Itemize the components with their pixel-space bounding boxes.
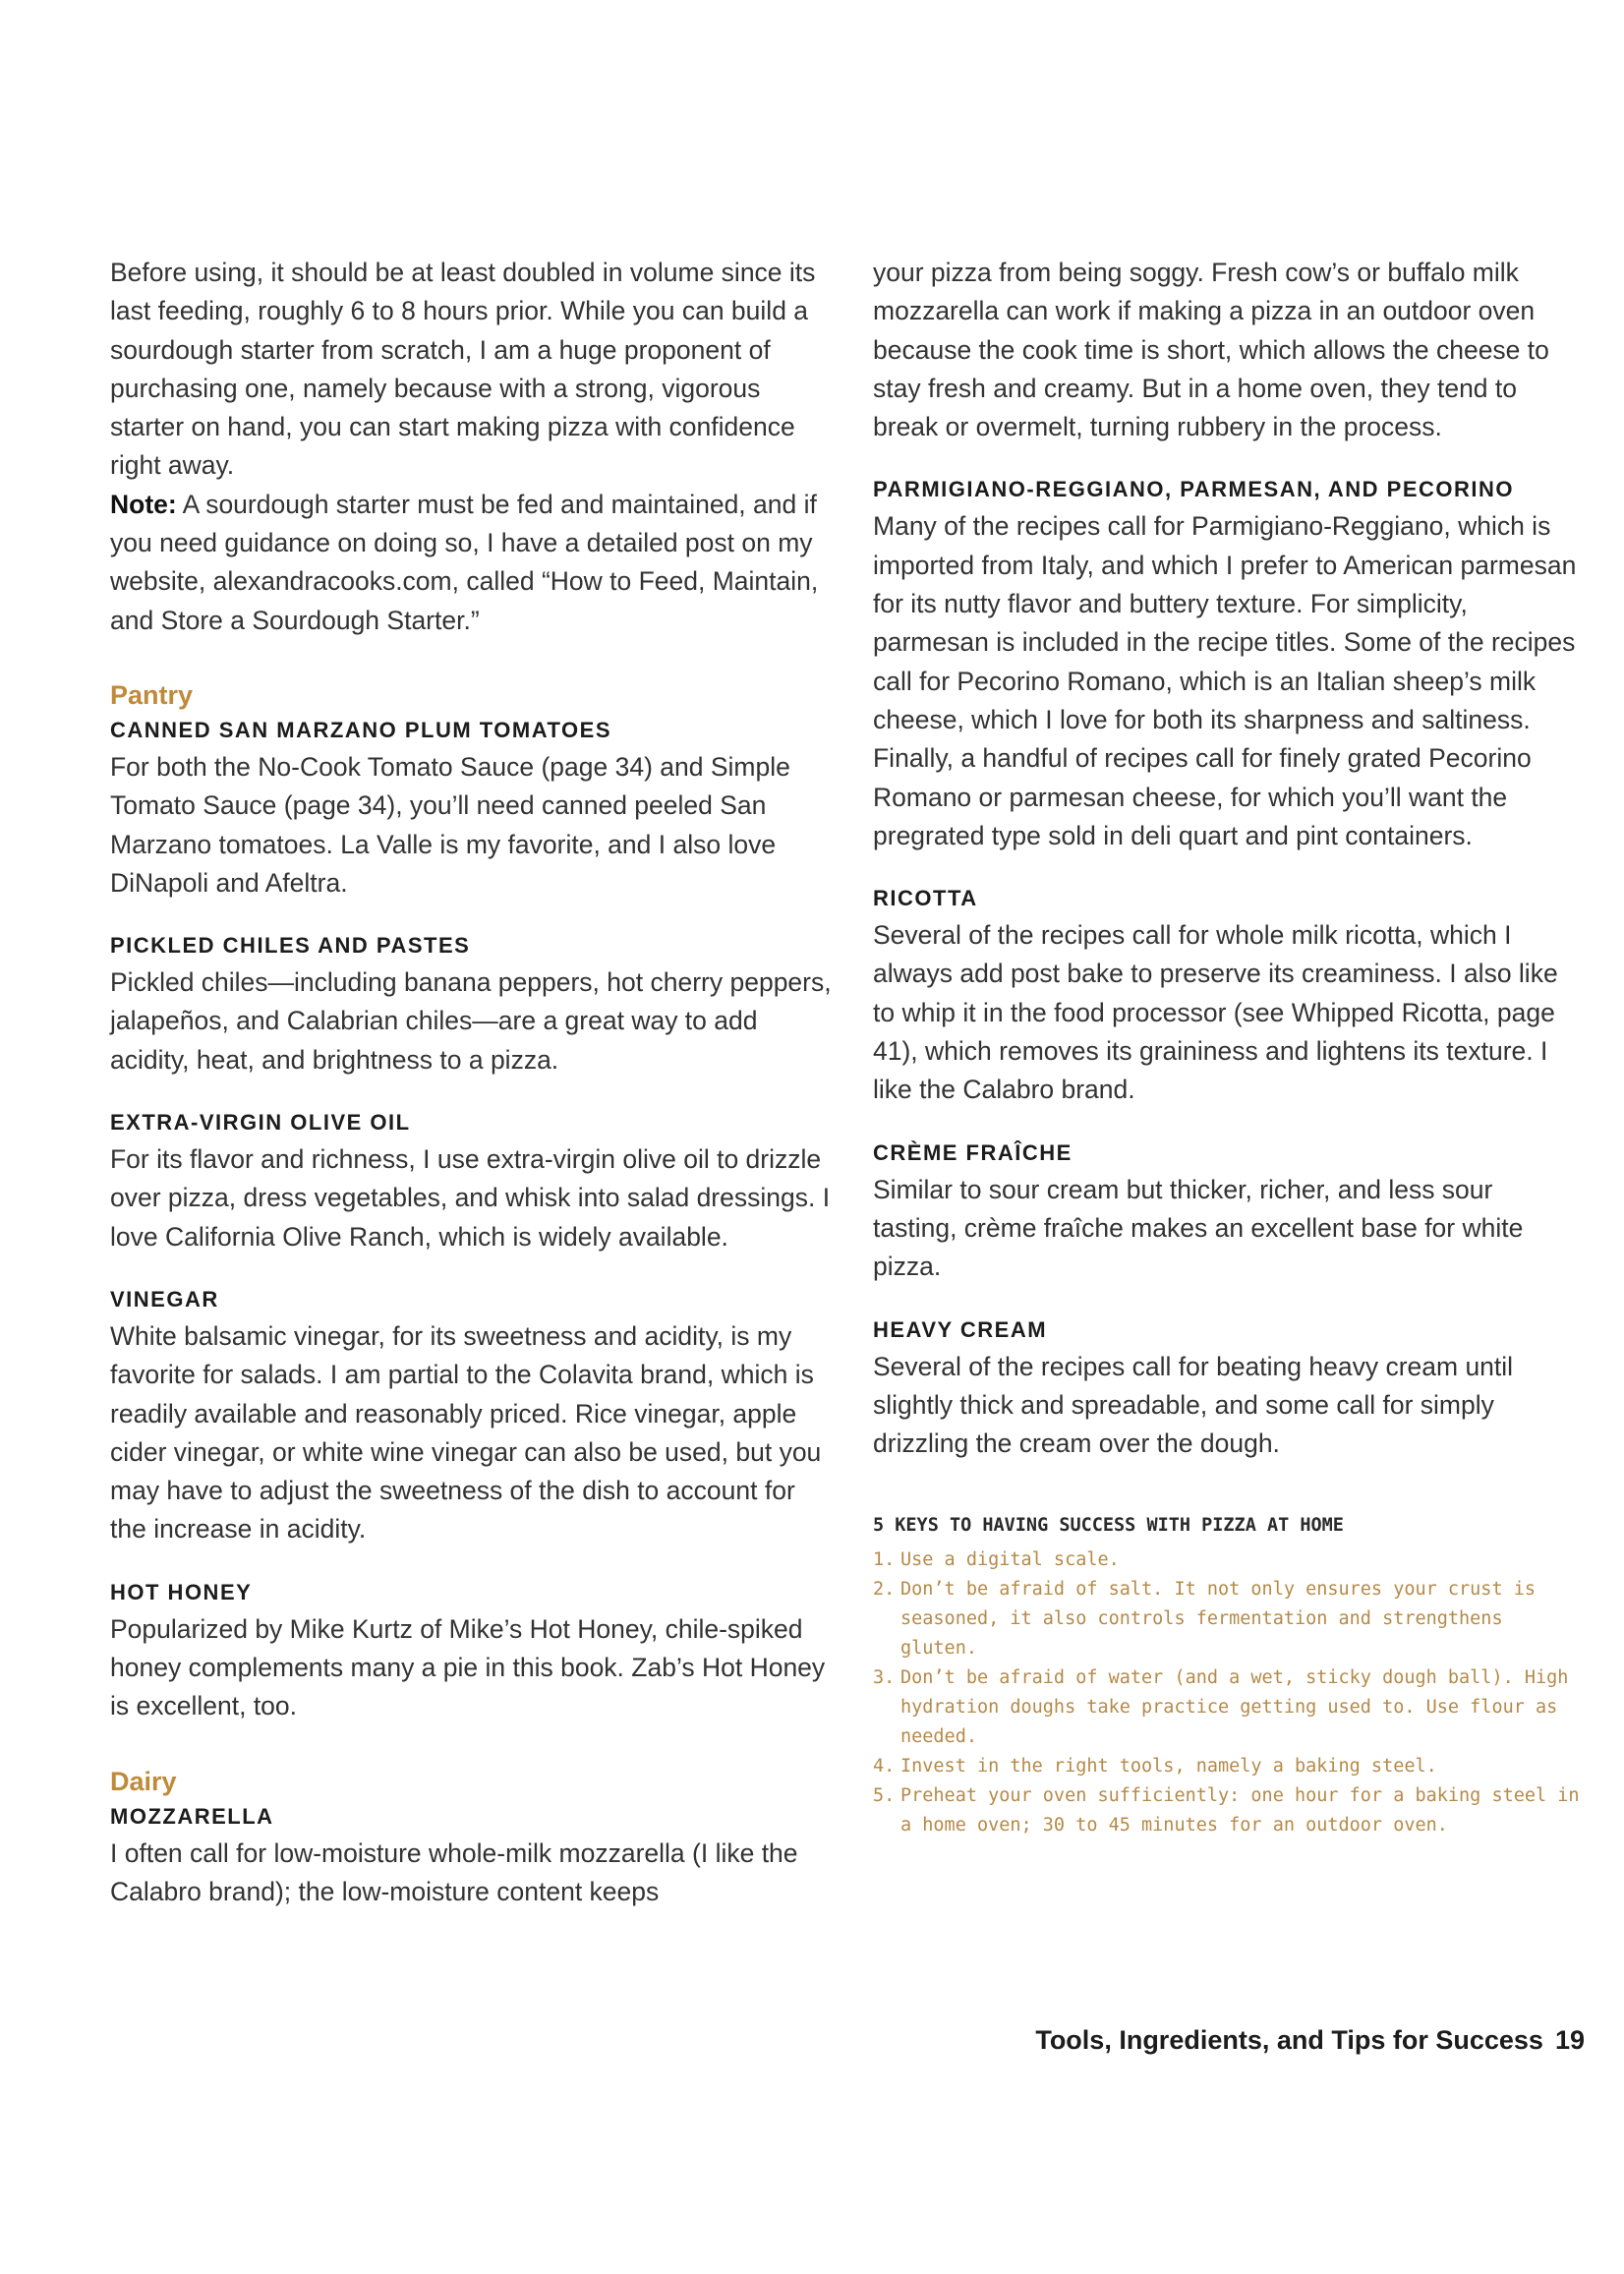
heading-hot-honey: HOT HONEY xyxy=(110,1579,253,1604)
heading-ricotta: RICOTTA xyxy=(873,886,978,911)
running-footer-title: Tools, Ingredients, and Tips for Success xyxy=(1035,2025,1543,2055)
vinegar-paragraph: White balsamic vinegar, for its sweetness and acidity, is my favorite for salads. I am partial to the Colavita brand, which is readily available and reasonably priced. Rice vinegar, apple cider vinegar, or white wine vinegar can also be used, but you may have to adjust the sweetness of the dish to account for the increase in acidity. xyxy=(110,1320,822,1545)
list-item xyxy=(873,1752,1581,1781)
section-title-pantry: Pantry xyxy=(110,679,194,710)
heading-heavy-cream: HEAVY CREAM xyxy=(873,1316,1048,1342)
parmigiano-paragraph: Many of the recipes call for Parmigiano-Reggiano, which is imported from Italy, and which I prefer to American parmesan for its nutty flavor and buttery texture. For simplicity, parmesan is included in the recipe titles. Some of the recipes call for Pecorino Romano, which is an Italian sheep’s milk cheese, which I love for both its sharpness and saltiness. Finally, a handful of recipes call for finely grated Pecorino Romano or parmesan cheese, for which you’ll want the pregrated type sold in deli quart and pint containers. xyxy=(873,511,1577,850)
list-item-text: Use a digital scale. xyxy=(900,1549,1120,1571)
heading-parmigiano: PARMIGIANO-REGGIANO, PARMESAN, AND PECORINO xyxy=(873,477,1515,502)
mozzarella-paragraph: I often call for low-moisture whole-milk mozzarella (I like the Calabro brand); the low-moisture content keeps xyxy=(110,1837,798,1906)
heading-olive-oil: EXTRA-VIRGIN OLIVE OIL xyxy=(110,1110,411,1136)
note-text: A sourdough starter must be fed and maintained, and if you need guidance on doing so, I have a detailed post on my website, alexandracooks.com, called “How to Feed, Maintain, and Store a Sourdough Starter.” xyxy=(110,489,819,635)
page-number: 19 xyxy=(1554,2025,1585,2055)
heading-chiles: PICKLED CHILES AND PASTES xyxy=(110,933,471,959)
list-item-text: Don’t be afraid of water (and a wet, sticky dough ball). High hydration doughs take practice getting used to. Use flour as needed. xyxy=(900,1667,1569,1748)
heavy-cream-paragraph: Several of the recipes call for beating heavy cream until slightly thick and spreadable, and some call for simply drizzling the cream over the dough. xyxy=(873,1351,1514,1459)
left-column xyxy=(110,254,833,1911)
keys-box-title: 5 KEYS TO HAVING SUCCESS WITH PIZZA AT HOME xyxy=(873,1515,1344,1537)
note-paragraph xyxy=(110,486,833,640)
list-item xyxy=(873,1781,1581,1840)
right-column xyxy=(873,254,1581,1840)
heading-tomatoes: CANNED SAN MARZANO PLUM TOMATOES xyxy=(110,717,611,742)
section-title-dairy: Dairy xyxy=(110,1766,177,1796)
list-item-number: 2. xyxy=(873,1579,896,1601)
list-item-number: 1. xyxy=(873,1549,896,1571)
list-item-number: 3. xyxy=(873,1667,896,1689)
hot-honey-paragraph: Popularized by Mike Kurtz of Mike’s Hot Honey, chile-spiked honey complements many a pie in this book. Zab’s Hot Honey is excellent, too. xyxy=(110,1613,826,1721)
list-item-text: Invest in the right tools, namely a baking steel. xyxy=(900,1756,1437,1778)
list-item xyxy=(873,1545,1581,1575)
intro-paragraph: Before using, it should be at least doubled in volume since its last feeding, roughly 6 to 8 hours prior. While you can build a sourdough starter from scratch, I am a huge proponent of purchasing one, namely because with a strong, vigorous starter on hand, you can start making pizza with confidence right away. xyxy=(110,258,816,481)
ricotta-paragraph: Several of the recipes call for whole milk ricotta, which I always add post bake to preserve its creaminess. I also like to whip it in the food processor (see Whipped Ricotta, page 41), which removes its graininess and lightens its texture. I like the Calabro brand. xyxy=(873,920,1558,1105)
olive-oil-paragraph: For its flavor and richness, I use extra-virgin olive oil to drizzle over pizza, dress vegetables, and whisk into salad dressings. I love California Olive Ranch, which is widely available. xyxy=(110,1144,831,1252)
heading-creme-fraiche: CRÈME FRAÎCHE xyxy=(873,1139,1073,1165)
list-item-text: Preheat your oven sufficiently: one hour for a baking steel in a home oven; 30 to 45 minutes for an outdoor oven. xyxy=(900,1785,1580,1837)
list-item-text: Don’t be afraid of salt. It not only ensures your crust is seasoned, it also controls fermentation and strengthens gluten. xyxy=(900,1579,1537,1660)
page-footer xyxy=(1035,2025,1585,2056)
creme-fraiche-paragraph: Similar to sour cream but thicker, richer, and less sour tasting, crème fraîche makes an excellent base for white pizza. xyxy=(873,1174,1524,1282)
note-label: Note: xyxy=(110,489,177,519)
list-item xyxy=(873,1663,1581,1752)
mozzarella-continued-paragraph: your pizza from being soggy. Fresh cow’s or buffalo milk mozzarella can work if making a pizza in an outdoor oven because the cook time is short, which allows the cheese to stay fresh and creamy. But in a home oven, they tend to break or overmelt, turning rubbery in the process. xyxy=(873,258,1549,442)
heading-vinegar: VINEGAR xyxy=(110,1286,219,1312)
tomatoes-paragraph: For both the No-Cook Tomato Sauce (page 34) and Simple Tomato Sauce (page 34), you’ll need canned peeled San Marzano tomatoes. La Valle is my favorite, and I also love DiNapoli and Afeltra. xyxy=(110,751,790,898)
chiles-paragraph: Pickled chiles—including banana peppers, hot cherry peppers, jalapeños, and Calabrian chiles—are a great way to add acidity, heat, and brightness to a pizza. xyxy=(110,967,832,1075)
list-item-number: 5. xyxy=(873,1785,896,1807)
list-item-number: 4. xyxy=(873,1756,896,1778)
heading-mozzarella: MOZZARELLA xyxy=(110,1803,274,1829)
list-item xyxy=(873,1575,1581,1663)
keys-list xyxy=(873,1545,1581,1840)
